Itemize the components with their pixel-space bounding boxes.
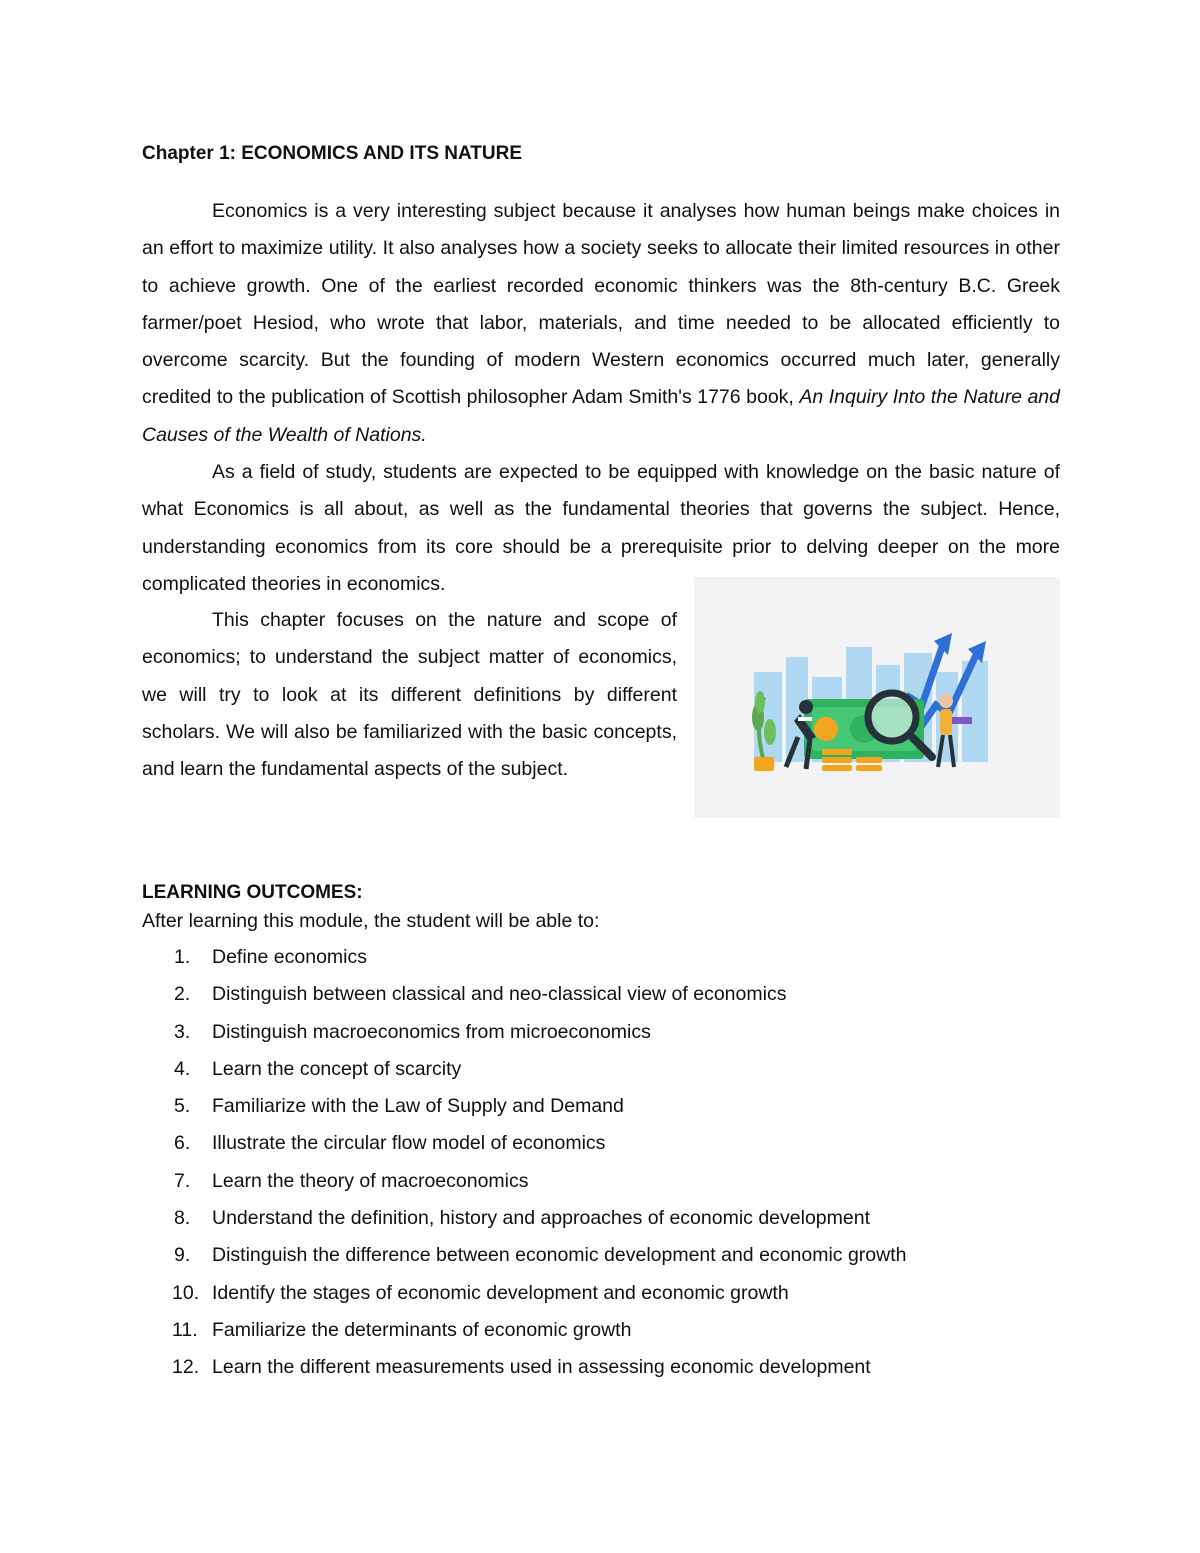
list-item xyxy=(142,1349,1042,1386)
list-item-text: Define economics xyxy=(212,946,367,968)
list-item-text: Learn the concept of scarcity xyxy=(212,1057,462,1080)
economic-growth-illustration xyxy=(694,577,1060,818)
list-item-text: Illustrate the circular flow model of economics xyxy=(212,1132,606,1155)
list-item xyxy=(142,1200,1042,1237)
intro-section xyxy=(142,193,1060,603)
list-item-number: 1. xyxy=(174,946,191,968)
list-item xyxy=(142,1163,1042,1200)
list-item xyxy=(142,1014,1042,1051)
list-item-text: Distinguish macroeconomics from microeconomics xyxy=(212,1020,651,1043)
list-item-number: 9. xyxy=(174,1244,191,1267)
list-item-number: 8. xyxy=(174,1207,191,1230)
list-item-text: Distinguish between classical and neo-classical view of economics xyxy=(212,983,787,1006)
list-item-text: Familiarize the determinants of economic growth xyxy=(212,1318,632,1341)
list-item-number: 11. xyxy=(172,1318,198,1341)
list-item-text: Identify the stages of economic development and economic growth xyxy=(212,1281,789,1304)
list-item-number: 12. xyxy=(172,1356,200,1379)
list-item-text: Learn the theory of macroeconomics xyxy=(212,1169,529,1192)
list-item-text: Understand the definition, history and approaches of economic development xyxy=(212,1207,870,1230)
list-item-number: 2. xyxy=(174,983,191,1006)
list-item xyxy=(142,1051,1042,1088)
list-item-number: 3. xyxy=(174,1020,191,1043)
list-item xyxy=(142,1125,1042,1162)
list-item xyxy=(142,1275,1042,1312)
list-item-number: 6. xyxy=(174,1132,191,1155)
list-item xyxy=(142,1312,1042,1349)
list-item xyxy=(142,976,1042,1013)
list-item xyxy=(142,939,1042,976)
list-item xyxy=(142,1237,1042,1274)
list-item-text: Familiarize with the Law of Supply and Demand xyxy=(212,1095,624,1118)
learning-outcomes-list xyxy=(142,939,1042,1387)
chapter-title: Chapter 1: ECONOMICS AND ITS NATURE xyxy=(142,143,523,164)
economic-growth-icon xyxy=(694,577,1060,818)
list-item xyxy=(142,1088,1042,1125)
chapter-focus-paragraph: This chapter focuses on the nature and scope of economics; to understand the subject matter of economics, we will try to look at its different definitions by different scholars. We will also be familiarized with the basic concepts, and learn the fundamental aspects of the subject. xyxy=(142,609,677,781)
list-item-number: 4. xyxy=(174,1057,191,1080)
intro-paragraph-1-text: Economics is a very interesting subject because it analyses how human beings make choices in an effort to maximize utility. It also analyses how a society seeks to allocate their limited resources in other to achieve growth. One of the earliest recorded economic thinkers was the 8th-century B.C. Greek farmer/poet Hesiod, who wrote that labor, materials, and time needed to be allocated efficiently to overcome scarcity. But the founding of modern Western economics occurred much later, generally credited to the publication of Scottish philosopher Adam Smith's 1776 book, xyxy=(142,200,1060,409)
intro-paragraph-2: As a field of study, students are expected to be equipped with knowledge on the basic nature of what Economics is all about, as well as the fundamental theories that governs the subject. Hence, understanding economics from its core should be a prerequisite prior to delving deeper on the more complicated theories in economics. xyxy=(142,461,1060,595)
list-item-number: 10. xyxy=(172,1281,200,1304)
list-item-text: Learn the different measurements used in assessing economic development xyxy=(212,1356,871,1379)
list-item-text: Distinguish the difference between economic development and economic growth xyxy=(212,1244,907,1267)
intro-paragraph-1 xyxy=(142,193,1060,454)
list-item-number: 5. xyxy=(174,1095,191,1118)
learning-outcomes-heading: LEARNING OUTCOMES: xyxy=(142,882,363,903)
list-item-number: 7. xyxy=(174,1169,191,1192)
learning-outcomes-intro: After learning this module, the student will be able to: xyxy=(142,910,600,932)
book-title: An Inquiry Into the Nature and Causes of the Wealth of Nations. xyxy=(142,386,1060,446)
